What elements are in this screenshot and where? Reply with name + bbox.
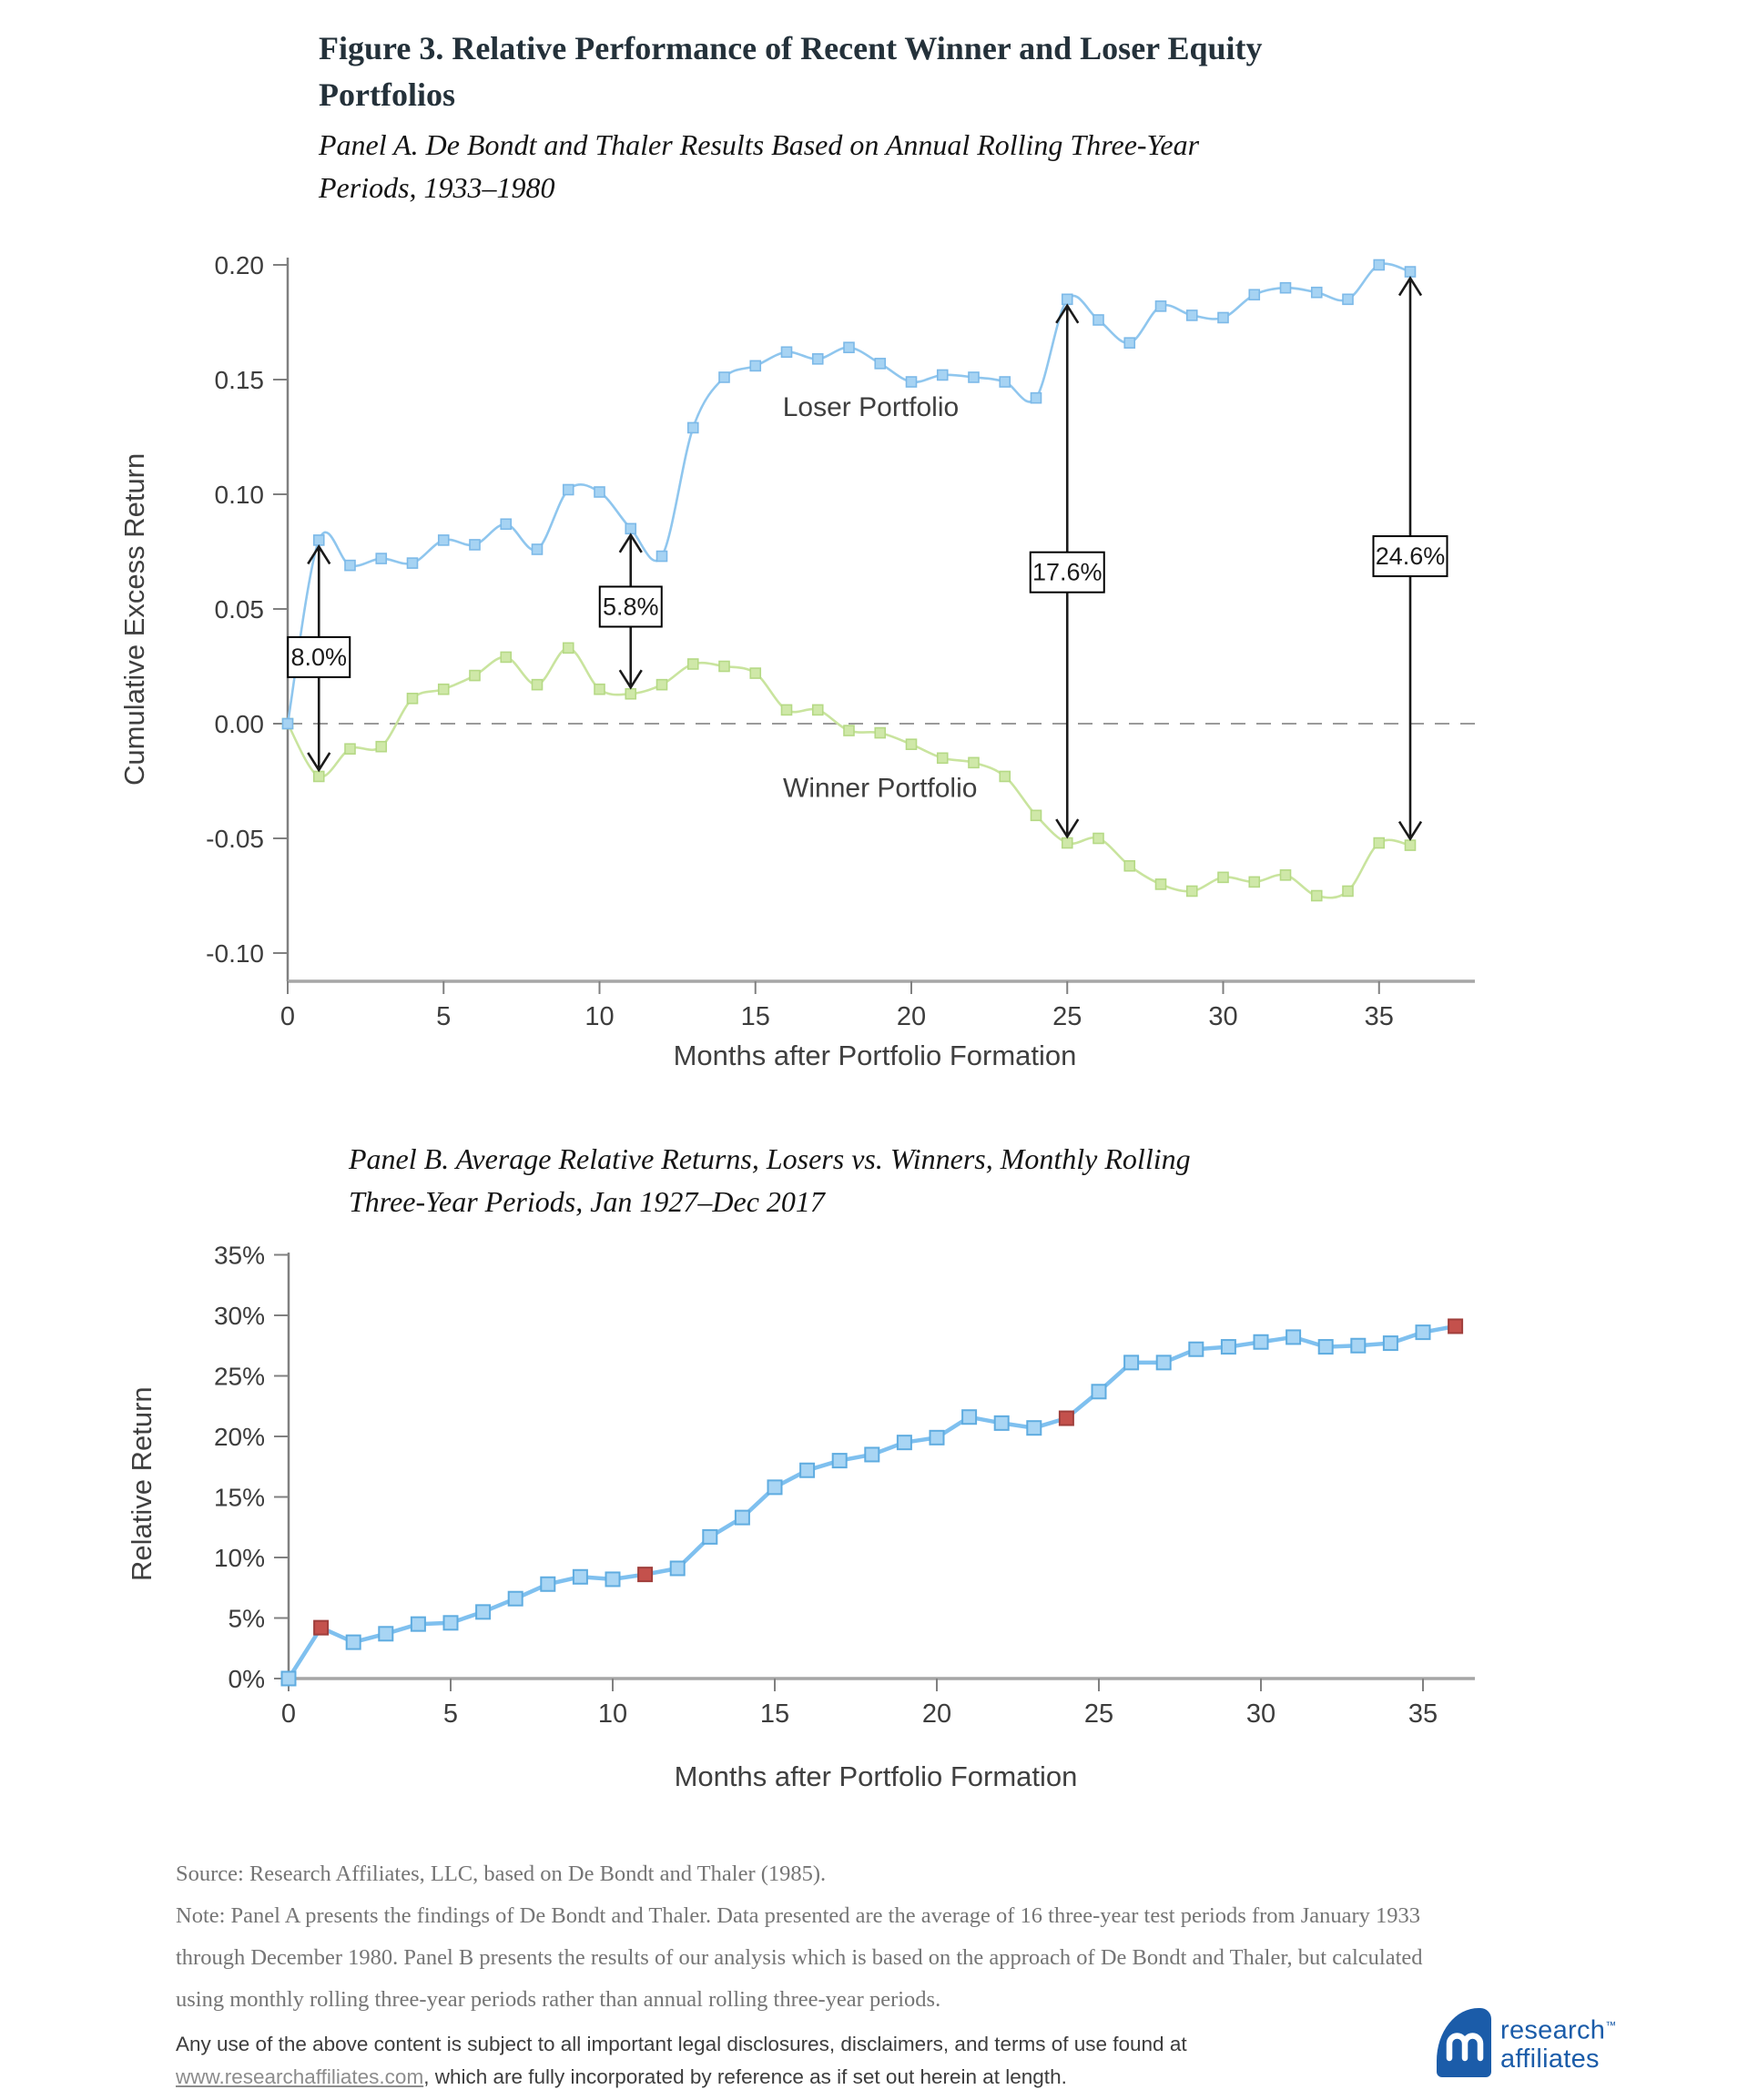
loser-portfolio-marker bbox=[1187, 310, 1197, 320]
research-affiliates-emblem-icon bbox=[1437, 2008, 1491, 2077]
researchaffiliates-link[interactable]: www.researchaffiliates.com bbox=[176, 2065, 424, 2088]
relative-return-marker bbox=[930, 1431, 944, 1445]
relative-return-marker bbox=[1157, 1355, 1171, 1369]
ra-monogram-icon bbox=[1437, 2008, 1491, 2077]
panel-b-y-tick-label: 25% bbox=[213, 1362, 265, 1391]
disclaimer-line2-rest: , which are fully incorporated by reference as if set out herein at length. bbox=[423, 2065, 1067, 2088]
loser-portfolio-marker bbox=[938, 370, 948, 380]
winner-portfolio-marker bbox=[625, 689, 635, 699]
panel-b-title-line1: Panel B. Average Relative Returns, Losers vs. Winners, Monthly Rolling bbox=[349, 1142, 1191, 1175]
relative-return-marker bbox=[606, 1572, 620, 1586]
panel-a-x-axis-title: Months after Portfolio Formation bbox=[673, 1040, 1077, 1071]
loser-portfolio-marker bbox=[750, 360, 760, 370]
loser-portfolio-marker bbox=[844, 342, 854, 352]
annotation-label: 5.8% bbox=[602, 593, 659, 621]
panel-a-x-tick-label: 5 bbox=[436, 1002, 452, 1031]
panel-b-x-axis-title: Months after Portfolio Formation bbox=[674, 1760, 1078, 1792]
relative-return-highlight-marker bbox=[1060, 1412, 1073, 1425]
winner-portfolio-marker bbox=[875, 728, 885, 738]
winner-portfolio-marker bbox=[533, 680, 543, 690]
disclaimer-line2 bbox=[176, 2061, 1396, 2094]
winner-portfolio-marker bbox=[1000, 771, 1010, 781]
relative-return-marker bbox=[995, 1416, 1009, 1430]
loser-portfolio-marker bbox=[1062, 294, 1072, 304]
panel-a-x-tick-label: 35 bbox=[1364, 1002, 1394, 1031]
loser-portfolio-marker bbox=[907, 377, 917, 387]
relative-return-highlight-marker bbox=[314, 1621, 328, 1635]
loser-portfolio-marker bbox=[1281, 283, 1291, 293]
panel-a-title-line1: Panel A. De Bondt and Thaler Results Based on Annual Rolling Three-Year bbox=[319, 128, 1200, 161]
loser-portfolio-marker bbox=[376, 553, 386, 563]
loser-portfolio-marker bbox=[314, 535, 324, 545]
panel-b-y-tick-label: 10% bbox=[213, 1544, 265, 1572]
loser-portfolio-marker bbox=[969, 372, 979, 382]
panel-b-title-line2: Three-Year Periods, Jan 1927–Dec 2017 bbox=[349, 1185, 825, 1218]
note-line3: using monthly rolling three-year periods rather than annual rolling three-year periods. bbox=[176, 1987, 941, 2012]
legal-disclaimer bbox=[176, 2028, 1396, 2094]
loser-portfolio-marker bbox=[1218, 312, 1228, 322]
figure-title-line1: Figure 3. Relative Performance of Recent Winner and Loser Equity bbox=[319, 30, 1263, 66]
winner-portfolio-marker bbox=[1312, 891, 1322, 901]
logo-word1: research™ bbox=[1500, 2015, 1617, 2045]
panel-b-x-tick-label: 25 bbox=[1083, 1699, 1114, 1729]
relative-return-line bbox=[289, 1326, 1456, 1679]
loser-portfolio-marker bbox=[1406, 267, 1416, 277]
winner-portfolio-marker bbox=[595, 685, 605, 695]
winner-portfolio-marker bbox=[564, 643, 574, 653]
relative-return-marker bbox=[898, 1436, 911, 1449]
relative-return-highlight-marker bbox=[638, 1567, 652, 1581]
panel-a-y-tick-label: -0.05 bbox=[206, 825, 264, 853]
relative-return-marker bbox=[1222, 1340, 1235, 1354]
panel-b-x-tick-label: 30 bbox=[1245, 1699, 1276, 1729]
loser-portfolio-marker bbox=[1343, 294, 1353, 304]
winner-portfolio-marker bbox=[969, 757, 979, 767]
panel-b-x-tick-label: 20 bbox=[921, 1699, 952, 1729]
panel-a-y-tick-label: 0.00 bbox=[214, 710, 264, 738]
winner-portfolio-marker bbox=[750, 668, 760, 678]
panel-a-x-tick-label: 30 bbox=[1208, 1002, 1238, 1031]
panel-a-x-tick-label: 0 bbox=[279, 1002, 296, 1031]
research-affiliates-logo bbox=[1437, 2008, 1616, 2077]
loser-portfolio-marker bbox=[1374, 260, 1384, 270]
panel-a-annotation-8.0% bbox=[288, 546, 350, 770]
winner-portfolio-marker bbox=[719, 662, 729, 672]
winner-portfolio-marker bbox=[938, 753, 948, 763]
loser-portfolio-marker bbox=[625, 523, 635, 533]
relative-return-marker bbox=[1286, 1330, 1300, 1344]
relative-return-marker bbox=[1027, 1421, 1041, 1435]
panel-b-x-tick-label: 10 bbox=[597, 1699, 628, 1729]
panel-b-x-tick-label: 35 bbox=[1408, 1699, 1438, 1729]
source-line: Source: Research Affiliates, LLC, based on De Bondt and Thaler (1985). bbox=[176, 1862, 827, 1886]
loser-portfolio-marker bbox=[875, 359, 885, 369]
panel-a-x-tick-label: 15 bbox=[740, 1002, 770, 1031]
relative-return-marker bbox=[1417, 1325, 1430, 1339]
panel-a-title-line2: Periods, 1933–1980 bbox=[319, 171, 555, 204]
panel-a-y-tick-label: 0.10 bbox=[214, 481, 264, 509]
loser-portfolio-marker bbox=[719, 372, 729, 382]
relative-return-marker bbox=[476, 1605, 490, 1618]
relative-return-marker bbox=[1319, 1340, 1333, 1354]
panel-b-y-tick-label: 0% bbox=[228, 1665, 265, 1693]
winner-portfolio-marker bbox=[1032, 810, 1042, 820]
panel-a-annotation-5.8% bbox=[600, 535, 662, 687]
relative-return-marker bbox=[412, 1618, 425, 1631]
panel-b-y-tick-label: 5% bbox=[228, 1604, 265, 1633]
logo-wordmark bbox=[1500, 2012, 1616, 2074]
panel-b-y-tick-label: 35% bbox=[213, 1241, 265, 1270]
annotation-label: 17.6% bbox=[1032, 558, 1103, 586]
panel-a-y-axis-title: Cumulative Excess Return bbox=[118, 452, 150, 786]
annotation-label: 8.0% bbox=[290, 643, 348, 671]
relative-return-marker bbox=[444, 1616, 458, 1629]
relative-return-marker bbox=[1092, 1385, 1106, 1398]
loser-portfolio-marker bbox=[657, 552, 667, 562]
source-note bbox=[176, 1853, 1582, 2021]
winner-portfolio-marker bbox=[345, 744, 355, 754]
loser-portfolio-line bbox=[288, 264, 1410, 724]
panel-b-y-tick-label: 30% bbox=[213, 1302, 265, 1330]
winner-portfolio-marker bbox=[408, 694, 418, 704]
loser-portfolio-marker bbox=[1032, 393, 1042, 403]
loser-portfolio-marker bbox=[439, 535, 449, 545]
loser-portfolio-label: Loser Portfolio bbox=[782, 392, 960, 423]
relative-return-marker bbox=[1255, 1335, 1268, 1349]
panel-a-y-tick-label: 0.20 bbox=[214, 251, 264, 279]
annotation-label: 24.6% bbox=[1375, 543, 1446, 571]
relative-return-marker bbox=[833, 1454, 847, 1467]
winner-portfolio-marker bbox=[1374, 838, 1384, 848]
relative-return-marker bbox=[347, 1636, 361, 1649]
winner-portfolio-marker bbox=[1187, 886, 1197, 896]
panel-b-chart bbox=[214, 1242, 1475, 1730]
panel-b-x-tick-label: 5 bbox=[442, 1699, 459, 1729]
loser-portfolio-marker bbox=[782, 347, 792, 357]
panel-b-x-tick-label: 0 bbox=[280, 1699, 297, 1729]
note-line2: through December 1980. Panel B presents the results of our analysis which is based on the approach of De Bondt and Thaler, but calculated bbox=[176, 1945, 1423, 1970]
relative-return-marker bbox=[541, 1578, 554, 1591]
relative-return-marker bbox=[282, 1672, 296, 1686]
winner-portfolio-marker bbox=[844, 725, 854, 736]
loser-portfolio-marker bbox=[813, 354, 823, 364]
loser-portfolio-marker bbox=[564, 484, 574, 494]
winner-portfolio-marker bbox=[501, 652, 511, 662]
loser-portfolio-marker bbox=[408, 558, 418, 568]
winner-portfolio-marker bbox=[1156, 879, 1166, 889]
winner-portfolio-marker bbox=[782, 705, 792, 715]
winner-portfolio-marker bbox=[1343, 886, 1353, 896]
relative-return-marker bbox=[1189, 1343, 1203, 1356]
winner-portfolio-label: Winner Portfolio bbox=[783, 773, 978, 804]
loser-portfolio-marker bbox=[1000, 377, 1010, 387]
loser-portfolio-marker bbox=[1124, 338, 1134, 348]
loser-portfolio-marker bbox=[501, 519, 511, 529]
panel-a-x-tick-label: 10 bbox=[584, 1002, 615, 1031]
relative-return-marker bbox=[1384, 1336, 1397, 1350]
relative-return-marker bbox=[509, 1592, 523, 1606]
loser-portfolio-marker bbox=[1312, 288, 1322, 298]
winner-portfolio-marker bbox=[907, 739, 917, 749]
relative-return-marker bbox=[379, 1627, 392, 1640]
winner-portfolio-marker bbox=[1406, 840, 1416, 850]
winner-portfolio-marker bbox=[470, 671, 480, 681]
loser-portfolio-marker bbox=[1249, 289, 1259, 299]
winner-portfolio-marker bbox=[1249, 877, 1259, 887]
relative-return-marker bbox=[703, 1530, 716, 1544]
panel-a-y-tick-label: -0.10 bbox=[206, 939, 264, 968]
relative-return-marker bbox=[736, 1511, 749, 1525]
panel-b-y-tick-label: 15% bbox=[213, 1483, 265, 1512]
winner-portfolio-marker bbox=[1218, 872, 1228, 882]
winner-portfolio-marker bbox=[688, 659, 698, 669]
loser-portfolio-marker bbox=[533, 544, 543, 554]
winner-portfolio-marker bbox=[314, 771, 324, 781]
relative-return-marker bbox=[1124, 1355, 1138, 1369]
winner-portfolio-marker bbox=[1062, 838, 1072, 848]
panel-a-x-tick-label: 20 bbox=[896, 1002, 927, 1031]
winner-portfolio-marker bbox=[1124, 861, 1134, 871]
panel-b-y-tick-label: 20% bbox=[213, 1423, 265, 1451]
loser-portfolio-marker bbox=[595, 487, 605, 497]
relative-return-marker bbox=[671, 1561, 685, 1575]
logo-word2: affiliates bbox=[1500, 2044, 1600, 2074]
winner-portfolio-marker bbox=[1093, 834, 1103, 844]
loser-portfolio-marker bbox=[1093, 315, 1103, 325]
loser-portfolio-marker bbox=[1156, 301, 1166, 311]
panel-b-x-tick-label: 15 bbox=[759, 1699, 790, 1729]
loser-portfolio-marker bbox=[345, 561, 355, 571]
panel-a-y-tick-label: 0.15 bbox=[214, 366, 264, 394]
winner-portfolio-marker bbox=[813, 705, 823, 715]
panel-a-y-tick-label: 0.05 bbox=[214, 595, 264, 624]
loser-portfolio-marker bbox=[470, 540, 480, 550]
panel-a-annotation-24.6% bbox=[1374, 279, 1448, 839]
relative-return-marker bbox=[865, 1447, 879, 1461]
relative-return-marker bbox=[962, 1410, 976, 1424]
disclaimer-line1: Any use of the above content is subject to all important legal disclosures, disclaimers, and terms of use found at bbox=[176, 2033, 1187, 2055]
relative-return-highlight-marker bbox=[1448, 1319, 1462, 1333]
figure-title-line2: Portfolios bbox=[319, 76, 455, 113]
winner-portfolio-marker bbox=[376, 742, 386, 752]
panel-a-x-tick-label: 25 bbox=[1052, 1002, 1082, 1031]
relative-return-marker bbox=[800, 1464, 814, 1477]
loser-portfolio-marker bbox=[688, 422, 698, 432]
winner-portfolio-marker bbox=[439, 685, 449, 695]
loser-portfolio-marker bbox=[283, 719, 293, 729]
relative-return-marker bbox=[768, 1480, 782, 1494]
note-line1: Note: Panel A presents the findings of De Bondt and Thaler. Data presented are the average of 16 three-year test periods from January 1933 bbox=[176, 1903, 1421, 1928]
winner-portfolio-marker bbox=[1281, 870, 1291, 880]
relative-return-marker bbox=[1351, 1339, 1365, 1353]
trademark-symbol: ™ bbox=[1605, 2019, 1617, 2033]
winner-portfolio-marker bbox=[657, 680, 667, 690]
relative-return-marker bbox=[574, 1570, 587, 1584]
panel-a-chart bbox=[206, 251, 1475, 1031]
panel-b-y-axis-title: Relative Return bbox=[126, 1386, 158, 1581]
